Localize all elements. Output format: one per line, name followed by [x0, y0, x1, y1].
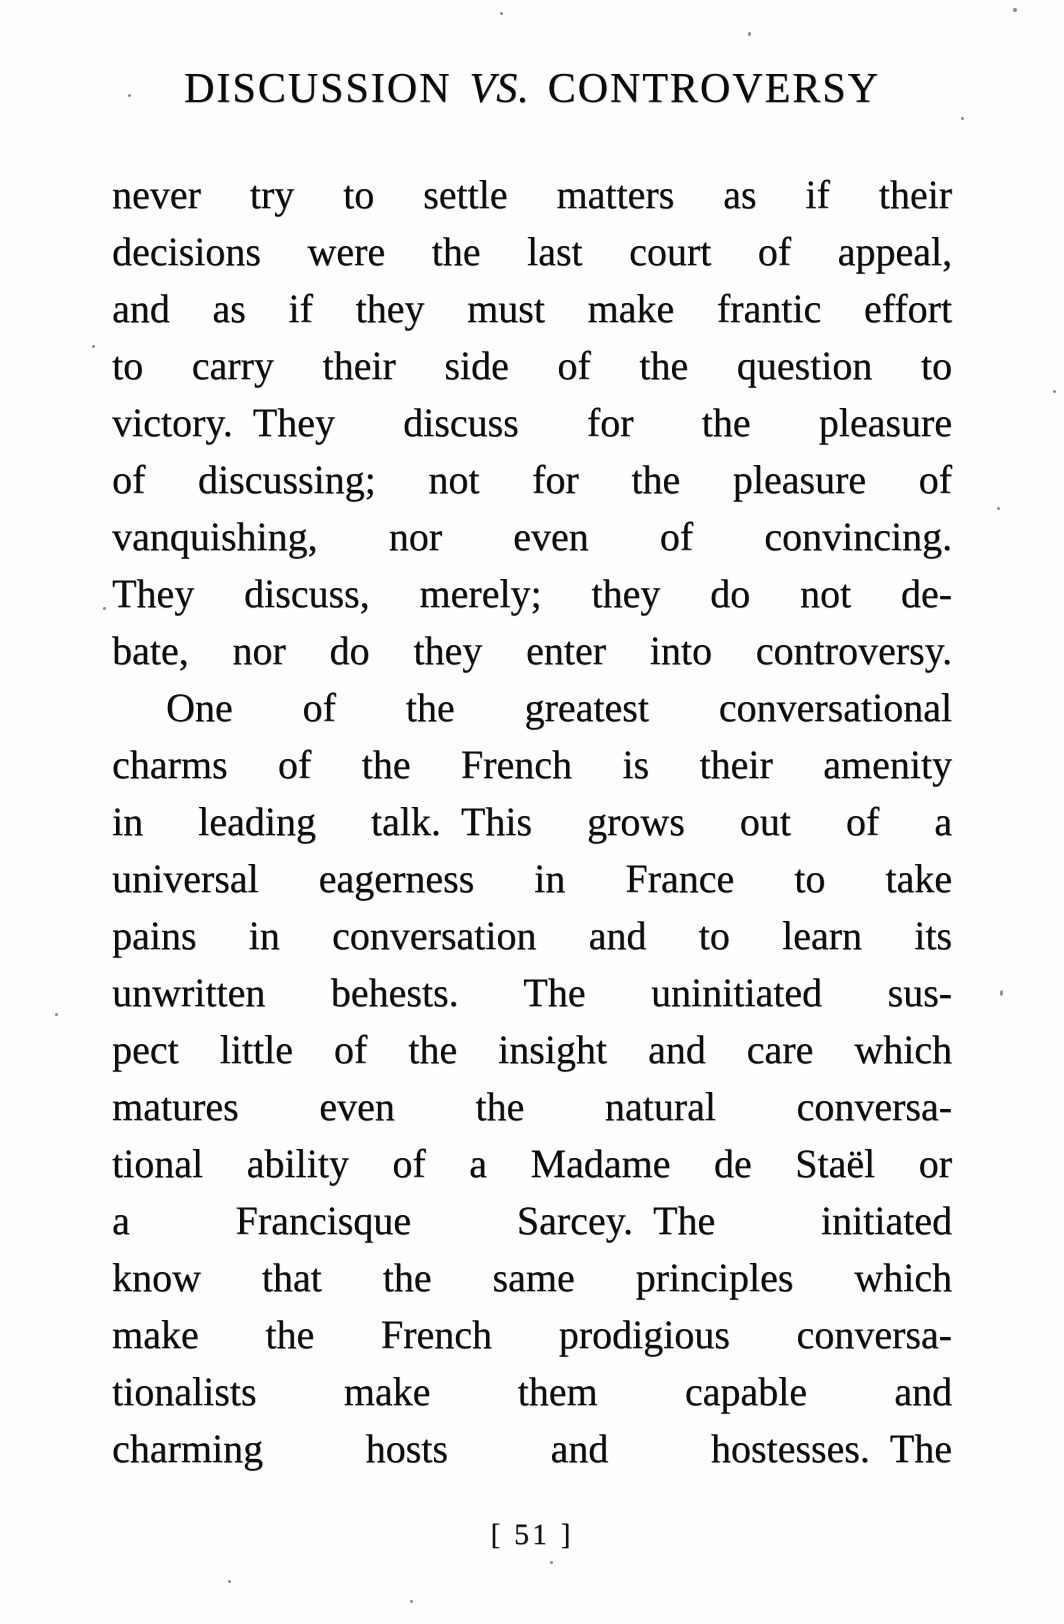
scan-speckle [103, 607, 106, 610]
scan-speckle [1053, 390, 1056, 393]
text-line: know that the same principles which [112, 1255, 952, 1300]
text-line-paragraph-start: One of the greatest conversational [166, 685, 952, 730]
page-title [0, 66, 1064, 112]
page-number: [ 51 ] [490, 1518, 574, 1551]
scan-speckle [55, 1013, 58, 1016]
page-title-vs: VS. [469, 66, 530, 112]
text-line: universal eagerness in France to take [112, 856, 952, 901]
scan-speckle [128, 94, 131, 97]
scan-speckle [92, 345, 95, 348]
text-line: charming hosts and hostesses. The [112, 1426, 952, 1471]
text-line: pains in conversation and to learn its [112, 913, 952, 958]
text-line: never try to settle matters as if their [112, 172, 952, 217]
text-line: pect little of the insight and care which [112, 1027, 952, 1072]
scan-speckle [997, 507, 1000, 510]
text-line: tional ability of a Madame de Staël or [112, 1141, 952, 1186]
text-line: They discuss, merely; they do not de- [112, 571, 952, 616]
text-line: in leading talk. This grows out of a [112, 799, 952, 844]
page-title-word-discussion: DISCUSSION [184, 66, 452, 112]
text-line: and as if they must make frantic effort [112, 286, 952, 331]
text-line: victory. They discuss for the pleasure [112, 400, 952, 445]
scan-speckle [410, 1600, 413, 1603]
scan-speckle [1013, 8, 1017, 12]
scan-speckle [500, 12, 503, 15]
text-line: decisions were the last court of appeal, [112, 229, 952, 274]
text-line: unwritten behests. The uninitiated sus- [112, 970, 952, 1015]
text-line: make the French prodigious conversa- [112, 1312, 952, 1357]
scan-speckle [228, 1580, 231, 1583]
scan-speckle [748, 32, 751, 36]
text-line: matures even the natural conversa- [112, 1084, 952, 1129]
scan-speckle [550, 1561, 553, 1564]
text-line: a Francisque Sarcey. The initiated [112, 1198, 952, 1243]
text-line: of discussing; not for the pleasure of [112, 457, 952, 502]
text-line: bate, nor do they enter into controversy. [112, 628, 952, 673]
text-line: vanquishing, nor even of convincing. [112, 514, 952, 559]
scan-speckle [1000, 990, 1003, 996]
text-line: tionalists make them capable and [112, 1369, 952, 1414]
page-title-word-controversy: CONTROVERSY [547, 66, 880, 112]
text-line: charms of the French is their amenity [112, 742, 952, 787]
body-text [112, 166, 952, 1477]
text-line: to carry their side of the question to [112, 343, 952, 388]
scan-speckle [961, 117, 964, 120]
